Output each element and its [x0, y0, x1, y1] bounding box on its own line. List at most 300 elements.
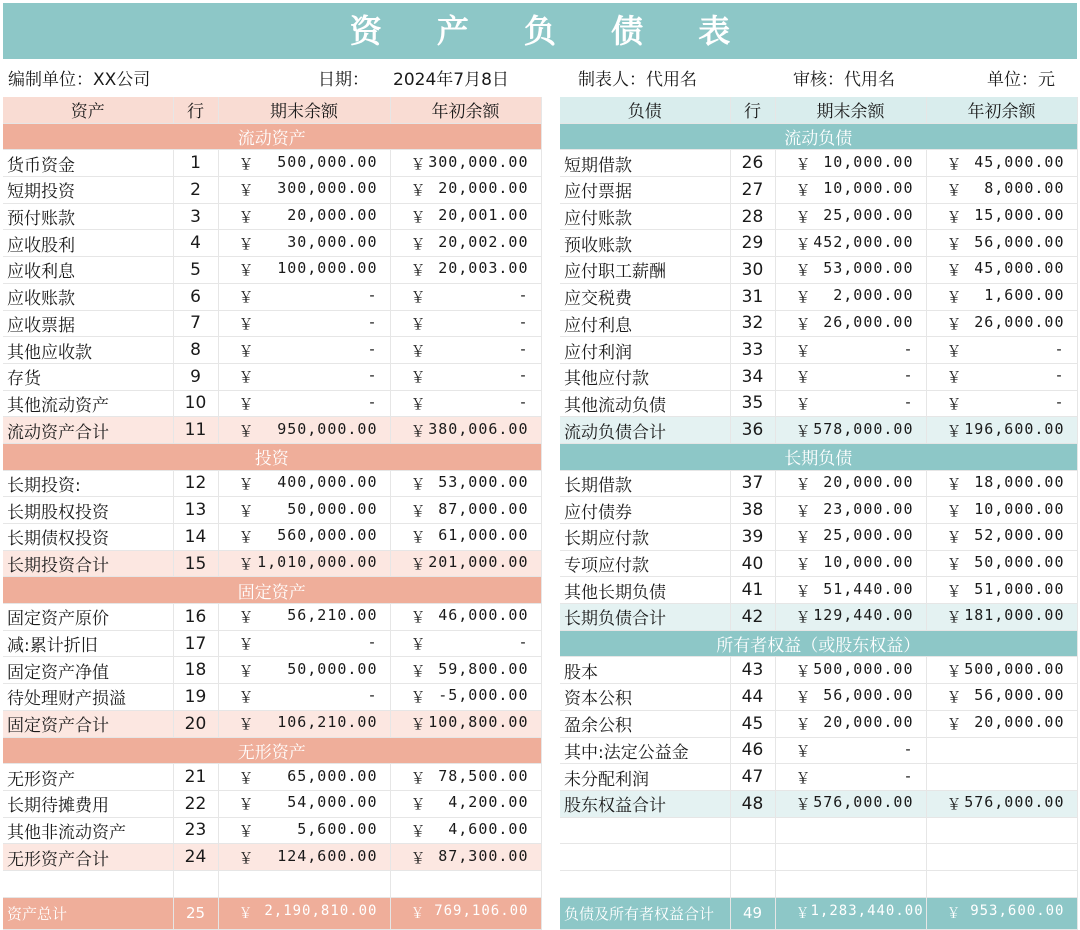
section-title: 固定资产 [3, 577, 541, 604]
currency-symbol: ￥ [946, 261, 963, 280]
end-balance-cell [218, 550, 390, 577]
end-balance-cell [775, 790, 926, 817]
row-label: 应付债券 [560, 497, 730, 524]
amount-value: 20,003.00 [438, 259, 529, 278]
row-label: 流动负债合计 [560, 417, 730, 444]
amount-value: 20,000.00 [974, 713, 1065, 732]
amount-value: 578,000.00 [813, 419, 914, 438]
table-row [560, 684, 1077, 711]
amount-value: - [367, 339, 378, 358]
section-title: 所有者权益（或股东权益） [560, 630, 1077, 657]
amount-value: 18,000.00 [974, 472, 1065, 491]
blank-row [3, 870, 541, 897]
end-balance-cell [218, 844, 390, 871]
table-row [3, 203, 541, 230]
begin-balance-cell [390, 203, 541, 230]
amount-value: 100,800.00 [428, 713, 529, 732]
amount-value: 45,000.00 [974, 259, 1065, 278]
header-row [560, 97, 1077, 123]
begin-balance-cell [926, 203, 1077, 230]
row-label: 固定资产原价 [3, 604, 173, 631]
amount-value: 2,000.00 [833, 286, 914, 305]
table-row [560, 310, 1077, 337]
currency-symbol: ￥ [410, 715, 427, 734]
currency-symbol: ￥ [795, 208, 812, 227]
currency-symbol: ￥ [795, 421, 812, 440]
end-balance-cell [218, 497, 390, 524]
currency-symbol: ￥ [238, 768, 255, 787]
row-number: 24 [173, 844, 218, 871]
amount-value: 25,000.00 [823, 526, 914, 545]
currency-symbol: ￥ [795, 181, 812, 200]
row-label: 应付利润 [560, 337, 730, 364]
amount-value: 46,000.00 [438, 606, 529, 625]
row-label: 固定资产合计 [3, 710, 173, 737]
end-balance-cell [218, 283, 390, 310]
amount-value: 5,600.00 [297, 819, 378, 838]
currency-symbol: ￥ [238, 208, 255, 227]
row-number: 29 [730, 230, 775, 257]
blank-cell [218, 870, 390, 897]
currency-symbol: ￥ [795, 154, 812, 173]
amount-value: - [518, 286, 529, 305]
row-number: 22 [173, 790, 218, 817]
currency-symbol: ￥ [795, 474, 812, 493]
currency-symbol: ￥ [410, 261, 427, 280]
end-balance-cell [775, 897, 926, 929]
row-number: 41 [730, 577, 775, 604]
row-label: 短期借款 [560, 150, 730, 177]
grand-total-row [560, 897, 1077, 929]
table-row [3, 470, 541, 497]
currency-symbol: ￥ [410, 501, 427, 520]
date-value: 2024年7月8日 [393, 70, 509, 90]
begin-balance-cell [926, 684, 1077, 711]
currency-symbol: ￥ [238, 688, 255, 707]
row-label: 长期借款 [560, 470, 730, 497]
end-balance-cell [775, 577, 926, 604]
amount-value: 10,000.00 [823, 553, 914, 572]
row-label: 长期股权投资 [3, 497, 173, 524]
begin-balance-cell [390, 790, 541, 817]
row-number: 14 [173, 524, 218, 551]
amount-value: 23,000.00 [823, 499, 914, 518]
table-row [560, 470, 1077, 497]
end-balance-cell [775, 150, 926, 177]
currency-symbol: ￥ [410, 848, 427, 867]
table-row [3, 497, 541, 524]
subtotal-row [560, 417, 1077, 444]
end-balance-cell [218, 257, 390, 284]
currency-symbol: ￥ [410, 288, 427, 307]
row-label: 其他应付款 [560, 363, 730, 390]
currency-symbol: ￥ [795, 341, 812, 360]
amount-value: 56,000.00 [974, 686, 1065, 705]
grand-total-row [3, 897, 541, 929]
begin-balance-cell [926, 790, 1077, 817]
begin-balance-cell [390, 257, 541, 284]
currency-symbol: ￥ [946, 581, 963, 600]
currency-symbol: ￥ [238, 314, 255, 333]
table-row [560, 497, 1077, 524]
blank-cell [3, 870, 173, 897]
begin-balance-cell [926, 897, 1077, 929]
currency-symbol: ￥ [946, 795, 963, 814]
currency-symbol: ￥ [795, 368, 812, 387]
row-number: 5 [173, 257, 218, 284]
table-row [3, 604, 541, 631]
begin-balance-cell [926, 230, 1077, 257]
currency-symbol: ￥ [946, 288, 963, 307]
currency-symbol: ￥ [946, 555, 963, 574]
row-number: 37 [730, 470, 775, 497]
begin-balance-cell [926, 390, 1077, 417]
name-header: 资产 [3, 97, 173, 123]
table-row [560, 524, 1077, 551]
row-label: 应付利息 [560, 310, 730, 337]
currency-symbol: ￥ [795, 906, 811, 923]
currency-symbol: ￥ [410, 474, 427, 493]
amount-value: - [367, 312, 378, 331]
currency-symbol: ￥ [238, 608, 255, 627]
row-label: 长期投资合计 [3, 550, 173, 577]
row-number: 33 [730, 337, 775, 364]
begin-balance-cell [390, 604, 541, 631]
currency-symbol: ￥ [946, 368, 963, 387]
end-balance-cell [775, 524, 926, 551]
amount-value: 26,000.00 [823, 312, 914, 331]
row-label: 盈余公积 [560, 710, 730, 737]
currency-symbol: ￥ [795, 608, 812, 627]
subtotal-row [560, 604, 1077, 631]
currency-symbol: ￥ [795, 768, 812, 787]
currency-symbol: ￥ [410, 555, 427, 574]
amount-value: 50,000.00 [287, 659, 378, 678]
row-label: 待处理财产损溢 [3, 684, 173, 711]
amount-value: 181,000.00 [964, 606, 1065, 625]
begin-balance-cell [390, 283, 541, 310]
currency-symbol: ￥ [946, 474, 963, 493]
currency-symbol: ￥ [410, 314, 427, 333]
begin-balance-cell [926, 497, 1077, 524]
blank-cell [775, 844, 926, 871]
currency-symbol: ￥ [946, 608, 963, 627]
blank-cell [926, 870, 1077, 897]
currency-symbol: ￥ [238, 795, 255, 814]
begin-balance-cell [390, 417, 541, 444]
table-row [560, 390, 1077, 417]
currency-symbol: ￥ [238, 181, 255, 200]
blank-row [560, 870, 1077, 897]
end-balance-cell [218, 684, 390, 711]
row-label: 长期投资: [3, 470, 173, 497]
begin-balance-cell [926, 363, 1077, 390]
end-balance-cell [218, 710, 390, 737]
row-label: 应交税费 [560, 283, 730, 310]
subtotal-row [560, 790, 1077, 817]
row-label: 其他非流动资产 [3, 817, 173, 844]
end-balance-cell [775, 390, 926, 417]
table-row [3, 764, 541, 791]
begin-balance-cell [926, 177, 1077, 204]
currency-symbol: ￥ [238, 635, 255, 654]
currency-symbol: ￥ [795, 394, 812, 413]
row-number: 48 [730, 790, 775, 817]
table-row [3, 230, 541, 257]
amount-value: 59,800.00 [438, 659, 529, 678]
table-row [3, 817, 541, 844]
table-row [3, 657, 541, 684]
begin-balance-cell [390, 390, 541, 417]
amount-value: 56,000.00 [974, 232, 1065, 251]
row-number: 20 [173, 710, 218, 737]
end-balance-cell [775, 363, 926, 390]
currency-symbol: ￥ [795, 661, 812, 680]
amount-value: 129,440.00 [813, 606, 914, 625]
table-row [3, 257, 541, 284]
currency-symbol: ￥ [238, 421, 255, 440]
currency-symbol: ￥ [238, 154, 255, 173]
sheet-title: 资 产 负 债 表 [3, 3, 1077, 59]
currency-symbol: ￥ [410, 341, 427, 360]
amount-value: 106,210.00 [277, 713, 378, 732]
currency-symbol: ￥ [238, 394, 255, 413]
amount-value: 20,000.00 [287, 206, 378, 225]
end-balance-cell [775, 604, 926, 631]
amount-value: 2,190,810.00 [264, 903, 378, 920]
table-row [560, 657, 1077, 684]
begin-balance-cell [390, 337, 541, 364]
currency-symbol: ￥ [795, 261, 812, 280]
table-row [560, 230, 1077, 257]
currency-symbol: ￥ [946, 715, 963, 734]
amount-value: - [367, 686, 378, 705]
amount-value: 769,106.00 [434, 903, 529, 920]
currency-symbol: ￥ [946, 528, 963, 547]
table-row [3, 390, 541, 417]
reviewer-label: 审核：代用名 [793, 70, 895, 90]
table-row [560, 337, 1077, 364]
amount-value: 51,440.00 [823, 579, 914, 598]
amount-value: 50,000.00 [974, 553, 1065, 572]
row-label: 其他长期负债 [560, 577, 730, 604]
currency-symbol: ￥ [946, 688, 963, 707]
currency-symbol: ￥ [238, 234, 255, 253]
amount-value: 953,600.00 [970, 903, 1065, 920]
row-label: 无形资产合计 [3, 844, 173, 871]
row-label: 应收利息 [3, 257, 173, 284]
amount-value: 65,000.00 [287, 766, 378, 785]
begin-balance-cell [926, 337, 1077, 364]
section-title: 流动负债 [560, 123, 1077, 150]
blank-cell [775, 870, 926, 897]
amount-value: 78,500.00 [438, 766, 529, 785]
amount-value: 1,600.00 [984, 286, 1065, 305]
end-balance-cell [775, 550, 926, 577]
begin-balance-cell [390, 657, 541, 684]
row-number: 26 [730, 150, 775, 177]
section-header-row [3, 123, 541, 150]
table-row [3, 363, 541, 390]
row-label: 长期应付款 [560, 524, 730, 551]
begin-balance-cell [390, 363, 541, 390]
amount-value: 576,000.00 [813, 793, 914, 812]
begin-balance-cell [390, 897, 541, 929]
end-balance-cell [218, 630, 390, 657]
row-label: 长期债权投资 [3, 524, 173, 551]
section-title: 投资 [3, 443, 541, 470]
table-row [560, 283, 1077, 310]
begin-balance-cell [390, 817, 541, 844]
row-number: 17 [173, 630, 218, 657]
liabilities-table [560, 97, 1078, 930]
table-row [3, 790, 541, 817]
begin-balance-cell [926, 577, 1077, 604]
end-balance-cell [218, 470, 390, 497]
end-balance-cell [218, 177, 390, 204]
amount-value: 100,000.00 [277, 259, 378, 278]
blank-cell [926, 844, 1077, 871]
row-number: 42 [730, 604, 775, 631]
end-balance-cell [218, 310, 390, 337]
section-header-row [560, 630, 1077, 657]
begin-balance-cell [926, 470, 1077, 497]
row-label: 未分配利润 [560, 764, 730, 791]
row-number: 25 [173, 897, 218, 929]
row-number: 3 [173, 203, 218, 230]
end-balance-cell [218, 203, 390, 230]
row-number: 6 [173, 283, 218, 310]
amount-value: 20,001.00 [438, 206, 529, 225]
table-row [3, 283, 541, 310]
begin-balance-cell [390, 177, 541, 204]
table-row [560, 577, 1077, 604]
currency-symbol: ￥ [795, 715, 812, 734]
amount-value: - [518, 339, 529, 358]
row-number: 13 [173, 497, 218, 524]
currency-symbol: ￥ [238, 261, 255, 280]
table-row [3, 630, 541, 657]
row-label: 负债及所有者权益合计 [560, 897, 730, 929]
table-row [560, 764, 1077, 791]
end-balance-cell [775, 710, 926, 737]
table-row [3, 524, 541, 551]
currency-symbol: ￥ [946, 234, 963, 253]
row-label: 其他流动负债 [560, 390, 730, 417]
table-row [3, 310, 541, 337]
end-balance-cell [775, 257, 926, 284]
header-row [3, 97, 541, 123]
table-row [560, 710, 1077, 737]
currency-symbol: ￥ [946, 421, 963, 440]
begin-balance-cell [390, 310, 541, 337]
amount-value: 8,000.00 [984, 179, 1065, 198]
amount-value: 26,000.00 [974, 312, 1065, 331]
section-header-row [560, 123, 1077, 150]
row-label: 预收账款 [560, 230, 730, 257]
row-number: 11 [173, 417, 218, 444]
subtotal-row [3, 550, 541, 577]
currency-symbol: ￥ [946, 501, 963, 520]
currency-symbol: ￥ [410, 608, 427, 627]
begin-balance-cell [926, 417, 1077, 444]
table-row [560, 737, 1077, 764]
row-number: 44 [730, 684, 775, 711]
amount-value: - [367, 286, 378, 305]
end-balance-cell [775, 230, 926, 257]
begin-balance-cell [926, 657, 1077, 684]
section-title: 无形资产 [3, 737, 541, 764]
amount-value: - [903, 739, 914, 758]
row-number: 30 [730, 257, 775, 284]
amount-value: 51,000.00 [974, 579, 1065, 598]
currency-symbol: ￥ [946, 906, 962, 923]
section-header-row [3, 737, 541, 764]
amount-value: 10,000.00 [974, 499, 1065, 518]
currency-symbol: ￥ [238, 715, 255, 734]
blank-cell [390, 870, 541, 897]
amount-value: 53,000.00 [438, 472, 529, 491]
row-label: 长期负债合计 [560, 604, 730, 631]
amount-value: - [367, 366, 378, 385]
currency-symbol: ￥ [946, 661, 963, 680]
amount-value: 53,000.00 [823, 259, 914, 278]
end-balance-cell [218, 897, 390, 929]
begin-balance-cell [926, 737, 1077, 764]
date-label: 日期： [318, 70, 369, 90]
currency-symbol: ￥ [238, 906, 254, 923]
row-number: 21 [173, 764, 218, 791]
currency-symbol: ￥ [946, 394, 963, 413]
amount-value: 380,006.00 [428, 419, 529, 438]
end-balance-cell [775, 684, 926, 711]
table-row [560, 203, 1077, 230]
currency-symbol: ￥ [795, 581, 812, 600]
subtotal-row [3, 417, 541, 444]
end-balance-cell [218, 657, 390, 684]
section-header-row [3, 443, 541, 470]
end-balance-cell [218, 230, 390, 257]
begin-balance-header: 年初余额 [926, 97, 1077, 123]
amount-value: 300,000.00 [277, 179, 378, 198]
org-label: 编制单位：XX公司 [8, 70, 151, 90]
begin-balance-cell [926, 604, 1077, 631]
amount-value: 950,000.00 [277, 419, 378, 438]
row-label: 长期待摊费用 [3, 790, 173, 817]
currency-symbol: ￥ [410, 368, 427, 387]
currency-symbol: ￥ [410, 661, 427, 680]
currency-symbol: ￥ [410, 821, 427, 840]
row-label: 应付职工薪酬 [560, 257, 730, 284]
amount-value: - [903, 366, 914, 385]
row-label: 短期投资 [3, 177, 173, 204]
amount-value: 500,000.00 [277, 152, 378, 171]
row-label: 应收票据 [3, 310, 173, 337]
end-balance-cell [775, 310, 926, 337]
currency-symbol: ￥ [238, 555, 255, 574]
row-number: 36 [730, 417, 775, 444]
currency-symbol: ￥ [946, 181, 963, 200]
end-balance-cell [775, 737, 926, 764]
end-balance-cell [775, 283, 926, 310]
end-balance-cell [775, 337, 926, 364]
amount-value: - [903, 339, 914, 358]
row-number: 18 [173, 657, 218, 684]
end-balance-header: 期末余额 [775, 97, 926, 123]
row-label: 应付账款 [560, 203, 730, 230]
currency-symbol: ￥ [946, 208, 963, 227]
currency-symbol: ￥ [946, 154, 963, 173]
